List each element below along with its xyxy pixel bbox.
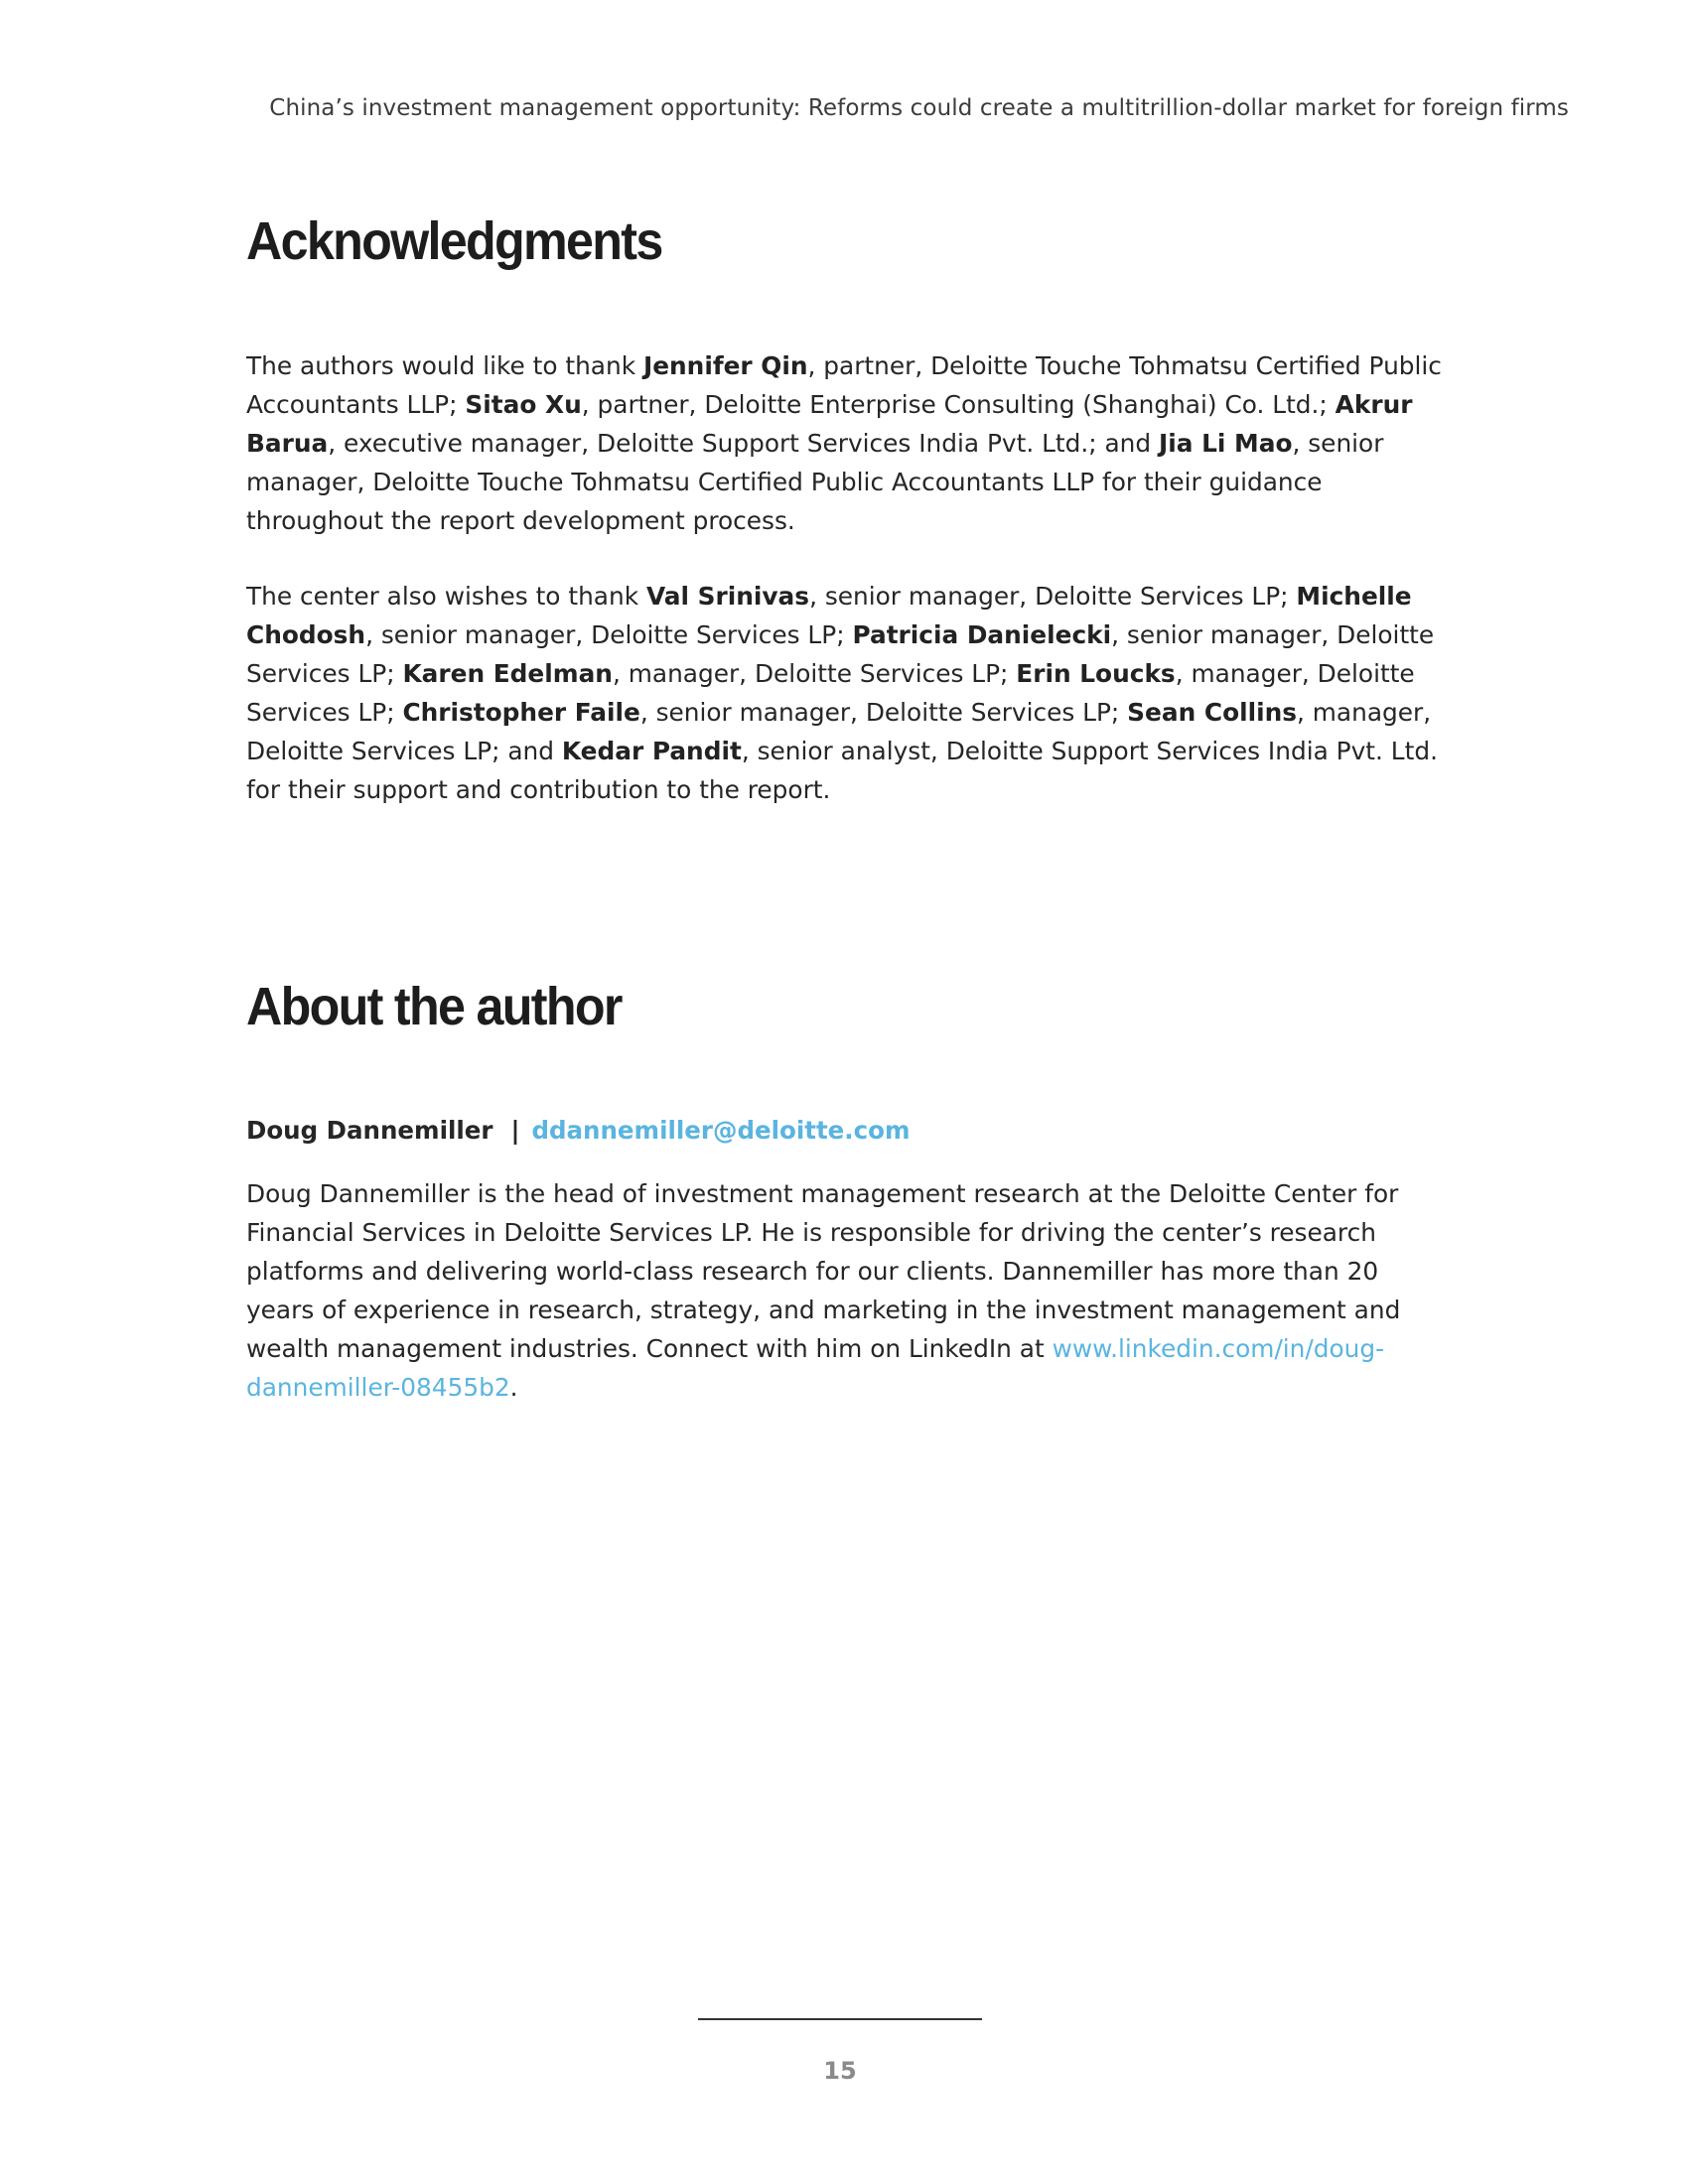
acknowledgments-paragraph-1 bbox=[246, 346, 1450, 540]
person-name: Kedar Pandit bbox=[561, 737, 742, 765]
text-run: , senior manager, Deloitte Services LP; bbox=[809, 582, 1297, 611]
text-run: The authors would like to thank bbox=[246, 351, 643, 380]
text-run: , senior manager, Deloitte Services LP; bbox=[639, 698, 1128, 727]
text-run: , manager, Deloitte Services LP; and bbox=[246, 698, 1432, 765]
person-name: Karen Edelman bbox=[402, 659, 613, 688]
footer-divider bbox=[698, 2018, 982, 2020]
author-email-link[interactable]: ddannemiller@deloitte.com bbox=[531, 1116, 911, 1145]
page-number: 15 bbox=[823, 2057, 857, 2085]
author-contact-line bbox=[246, 1111, 910, 1150]
text-run: , partner, Deloitte Enterprise Consulting (Shanghai) Co. Ltd.; bbox=[581, 390, 1336, 419]
acknowledgments-heading: Acknowledgments bbox=[246, 211, 662, 271]
person-name: Akrur Barua bbox=[246, 390, 1413, 458]
text-run: , senior manager, Deloitte Services LP; bbox=[246, 620, 1435, 688]
person-name: Jia Li Mao bbox=[1159, 429, 1293, 458]
person-name: Val Srinivas bbox=[645, 582, 810, 611]
running-header: China’s investment management opportunity: Reforms could create a multitrillion-dollar market for foreign firms bbox=[269, 95, 1569, 121]
bio-text: Doug Dannemiller is the head of investment management research at the Deloitte Center for Financial Services in Deloitte Services LP. He is responsible for driving the center’s research platforms and delivering world-class research for our clients. Dannemiller has more than 20 years of experience in research, strategy, and marketing in the investment management and wealth management industries. Connect with him on LinkedIn at bbox=[246, 1179, 1401, 1363]
text-run: , senior analyst, Deloitte Support Services India Pvt. Ltd. for their support and contribution to the report. bbox=[246, 737, 1438, 804]
text-run: , executive manager, Deloitte Support Services India Pvt. Ltd.; and bbox=[328, 429, 1160, 458]
text-run: , senior manager, Deloitte Services LP; bbox=[365, 620, 853, 649]
person-name: Christopher Faile bbox=[402, 698, 640, 727]
bio-end: . bbox=[509, 1373, 518, 1402]
author-name: Doug Dannemiller bbox=[246, 1116, 493, 1145]
person-name: Sitao Xu bbox=[465, 390, 582, 419]
separator: | bbox=[510, 1116, 520, 1145]
text-run: The center also wishes to thank bbox=[246, 582, 646, 611]
person-name: Sean Collins bbox=[1127, 698, 1298, 727]
person-name: Patricia Danielecki bbox=[852, 620, 1112, 649]
person-name: Jennifer Qin bbox=[642, 351, 808, 380]
linkedin-link[interactable]: www.linkedin.com/in/doug-dannemiller-08455b2 bbox=[246, 1334, 1385, 1402]
about-author-heading: About the author bbox=[246, 977, 622, 1036]
acknowledgments-paragraph-2 bbox=[246, 577, 1450, 809]
text-run: , manager, Deloitte Services LP; bbox=[612, 659, 1017, 688]
text-run: , partner, Deloitte Touche Tohmatsu Certified Public Accountants LLP; bbox=[246, 351, 1442, 419]
person-name: Erin Loucks bbox=[1016, 659, 1176, 688]
text-run: , senior manager, Deloitte Touche Tohmatsu Certified Public Accountants LLP for their guidance throughout the report development process. bbox=[246, 429, 1384, 535]
person-name: Michelle Chodosh bbox=[246, 582, 1412, 649]
text-run: , manager, Deloitte Services LP; bbox=[246, 659, 1415, 727]
author-bio bbox=[246, 1174, 1450, 1407]
